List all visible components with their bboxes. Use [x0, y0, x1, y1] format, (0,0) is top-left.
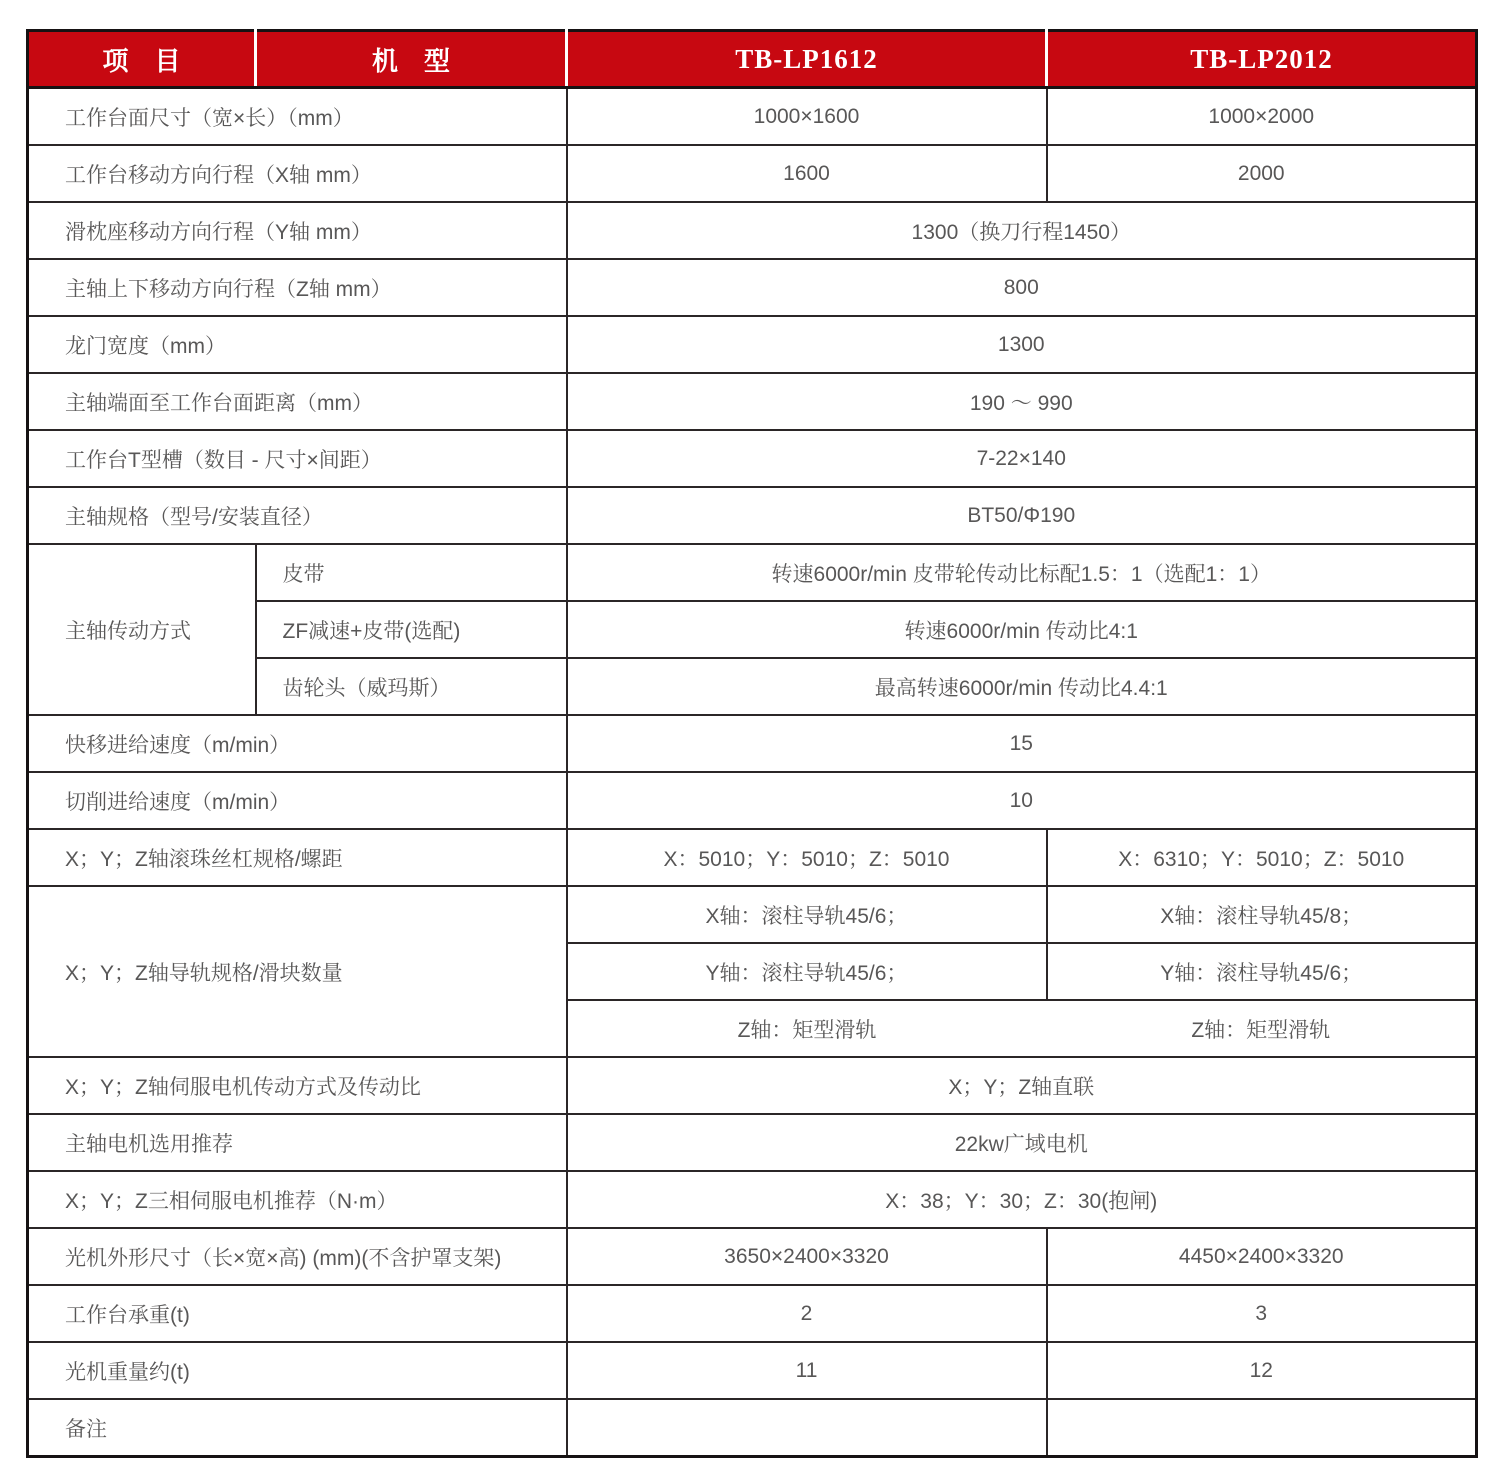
row-value-shared: 10 [567, 772, 1477, 829]
row-value-model1: 11 [567, 1342, 1047, 1399]
row-value-model1: 3650×2400×3320 [567, 1228, 1047, 1285]
row-label: 光机重量约(t) [28, 1342, 567, 1399]
row-value-model2: 12 [1047, 1342, 1477, 1399]
row-label: 切削进给速度（m/min） [28, 772, 567, 829]
table-row-spindle-to-table [28, 373, 1477, 430]
row-value-shared: 22kw广域电机 [567, 1114, 1477, 1171]
row-label: 主轴规格（型号/安装直径） [28, 487, 567, 544]
row-value-model2 [1047, 1399, 1477, 1457]
table-row-servo-transmission [28, 1057, 1477, 1114]
row-value-shared: X；Y；Z轴直联 [567, 1057, 1477, 1114]
row-value-model1: 1600 [567, 145, 1047, 202]
row-value-shared: BT50/Φ190 [567, 487, 1477, 544]
table-row-guide-x [28, 886, 1477, 943]
row-value-model1: Y轴：滚柱导轨45/6； [567, 943, 1047, 1000]
row-label: 工作台移动方向行程（X轴 mm） [28, 145, 567, 202]
row-label: 快移进给速度（m/min） [28, 715, 567, 772]
row-value-model2: 2000 [1047, 145, 1477, 202]
row-label: 工作台承重(t) [28, 1285, 567, 1342]
row-label: 备注 [28, 1399, 567, 1457]
table-row-gantry-width [28, 316, 1477, 373]
group-label-transmission: 主轴传动方式 [28, 544, 256, 715]
row-label: 滑枕座移动方向行程（Y轴 mm） [28, 202, 567, 259]
machine-spec-table [26, 29, 1478, 1458]
table-row-table-load [28, 1285, 1477, 1342]
table-row-remarks [28, 1399, 1477, 1457]
row-label: 工作台T型槽（数目 - 尺寸×间距） [28, 430, 567, 487]
header-model-label: 机 型 [256, 31, 567, 88]
row-value-model2: X：6310；Y：5010；Z：5010 [1047, 829, 1477, 886]
row-label: 主轴电机选用推荐 [28, 1114, 567, 1171]
row-value-shared: 最高转速6000r/min 传动比4.4:1 [567, 658, 1477, 715]
row-value-model1: X轴：滚柱导轨45/6； [567, 886, 1047, 943]
spec-table-container [26, 29, 1478, 1458]
header-model-tb-lp1612: TB-LP1612 [567, 31, 1047, 88]
header-item-label: 项 目 [28, 31, 256, 88]
table-row-ballscrew [28, 829, 1477, 886]
row-label: 龙门宽度（mm） [28, 316, 567, 373]
row-value-model1: 1000×1600 [567, 88, 1047, 146]
sub-label-gearhead: 齿轮头（威玛斯） [256, 658, 567, 715]
table-row-z-travel [28, 259, 1477, 316]
row-value-model2: 3 [1047, 1285, 1477, 1342]
table-row-transmission-belt [28, 544, 1477, 601]
table-row-servo-motor-torque [28, 1171, 1477, 1228]
row-value-shared: 1300 [567, 316, 1477, 373]
row-value-shared: 1300（换刀行程1450） [567, 202, 1477, 259]
row-label: 光机外形尺寸（长×宽×高) (mm)(不含护罩支架) [28, 1228, 567, 1285]
row-value-shared: 转速6000r/min 传动比4:1 [567, 601, 1477, 658]
header-model-tb-lp2012: TB-LP2012 [1047, 31, 1477, 88]
sub-label-belt: 皮带 [256, 544, 567, 601]
row-value-shared: 800 [567, 259, 1477, 316]
row-label: X；Y；Z轴滚珠丝杠规格/螺距 [28, 829, 567, 886]
row-value-shared: X：38；Y：30；Z：30(抱闸) [567, 1171, 1477, 1228]
table-row-cutting-feed [28, 772, 1477, 829]
table-row-spindle-spec [28, 487, 1477, 544]
header-row [28, 31, 1477, 88]
row-label: 工作台面尺寸（宽×长）（mm） [28, 88, 567, 146]
table-row-machine-dimensions [28, 1228, 1477, 1285]
sub-label-zf-belt: ZF减速+皮带(选配) [256, 601, 567, 658]
row-value-shared: 转速6000r/min 皮带轮传动比标配1.5：1（选配1：1） [567, 544, 1477, 601]
row-label: 主轴端面至工作台面距离（mm） [28, 373, 567, 430]
row-value-model1: Z轴：矩型滑轨 [567, 1000, 1047, 1057]
row-label: 主轴上下移动方向行程（Z轴 mm） [28, 259, 567, 316]
row-value-shared: 7-22×140 [567, 430, 1477, 487]
row-value-shared: 15 [567, 715, 1477, 772]
row-value-model1: X：5010；Y：5010；Z：5010 [567, 829, 1047, 886]
row-value-model2: Y轴：滚柱导轨45/6； [1047, 943, 1477, 1000]
row-value-shared: 190 ～ 990 [567, 373, 1477, 430]
table-row-rapid-feed [28, 715, 1477, 772]
row-label: X；Y；Z三相伺服电机推荐（N·m） [28, 1171, 567, 1228]
row-value-model2: Z轴：矩型滑轨 [1047, 1000, 1477, 1057]
row-value-model2: 1000×2000 [1047, 88, 1477, 146]
table-row-y-travel [28, 202, 1477, 259]
table-row-spindle-motor [28, 1114, 1477, 1171]
row-value-model2: X轴：滚柱导轨45/8； [1047, 886, 1477, 943]
group-label-guide: X；Y；Z轴导轨规格/滑块数量 [28, 886, 567, 1057]
table-row-t-slot [28, 430, 1477, 487]
row-value-model1: 2 [567, 1285, 1047, 1342]
table-row-worktable-size [28, 88, 1477, 146]
row-value-model1 [567, 1399, 1047, 1457]
table-row-machine-weight [28, 1342, 1477, 1399]
row-label: X；Y；Z轴伺服电机传动方式及传动比 [28, 1057, 567, 1114]
row-value-model2: 4450×2400×3320 [1047, 1228, 1477, 1285]
table-row-x-travel [28, 145, 1477, 202]
